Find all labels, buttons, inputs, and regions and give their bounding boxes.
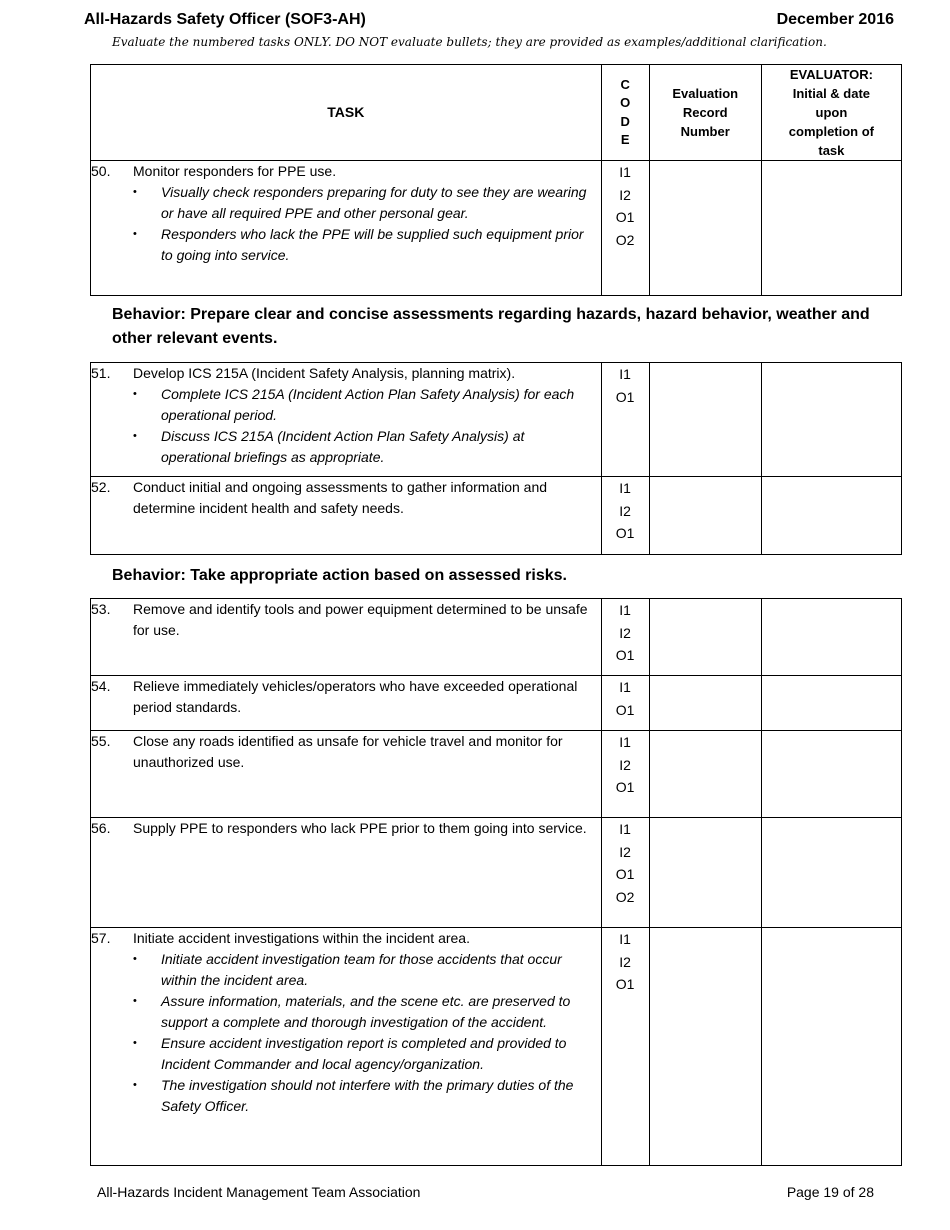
evaluation-record-cell[interactable]: [649, 477, 761, 555]
document-title: All-Hazards Safety Officer (SOF3-AH): [84, 11, 366, 28]
task-codes: I1 I2 O1: [601, 477, 649, 555]
table-header-row: [91, 65, 902, 161]
evaluator-initial-cell[interactable]: [761, 477, 901, 555]
task-bullet: • The investigation should not interfere with the primary duties of the Safety Officer.: [161, 1075, 601, 1117]
footer-organization: All-Hazards Incident Management Team Association: [97, 1184, 421, 1200]
task-codes: I1 I2 O1: [601, 599, 649, 676]
task-codes: I1 O1: [601, 676, 649, 731]
evaluator-initial-cell[interactable]: [761, 363, 901, 477]
task-row-57: [91, 928, 902, 1166]
task-number: 55.: [91, 733, 111, 749]
task-codes: I1 I2 O1: [601, 928, 649, 1166]
task-bullet: • Initiate accident investigation team for those accidents that occur within the incident area.: [161, 949, 601, 991]
behavior-heading: Behavior: Prepare clear and concise assessments regarding hazards, hazard behavior, weather and other relevant events.: [112, 306, 870, 347]
task-row-52: [91, 477, 902, 555]
evaluation-record-cell[interactable]: [649, 363, 761, 477]
evaluation-record-cell[interactable]: [649, 731, 761, 818]
task-text: Monitor responders for PPE use.: [133, 163, 337, 179]
task-column-header: TASK: [91, 65, 602, 161]
task-number: 52.: [91, 479, 111, 495]
task-bullet: • Responders who lack the PPE will be supplied such equipment prior to going into service.: [161, 224, 601, 266]
task-codes: I1 I2 O1 O2: [601, 818, 649, 928]
evaluation-record-cell[interactable]: [649, 599, 761, 676]
task-text: Remove and identify tools and power equipment determined to be unsafe for use.: [133, 601, 588, 638]
task-text: Conduct initial and ongoing assessments to gather information and determine incident health and safety needs.: [133, 479, 548, 516]
evaluation-instruction: Evaluate the numbered tasks ONLY. DO NOT evaluate bullets; they are provided as examples/additional clarification.: [112, 35, 827, 49]
task-number: 53.: [91, 601, 111, 617]
task-bullet: • Ensure accident investigation report is completed and provided to Incident Commander and local agency/organization.: [161, 1033, 601, 1075]
evaluator-initial-cell[interactable]: [761, 928, 901, 1166]
task-codes: I1 O1: [601, 363, 649, 477]
task-row-56: [91, 818, 902, 928]
evaluation-record-cell[interactable]: [649, 928, 761, 1166]
task-number: 56.: [91, 820, 111, 836]
evaluation-record-cell[interactable]: [649, 676, 761, 731]
evaluator-initial-cell[interactable]: [761, 161, 901, 296]
task-bullet: • Discuss ICS 215A (Incident Action Plan Safety Analysis) at operational briefings as appropriate.: [161, 426, 601, 468]
task-bullet: • Complete ICS 215A (Incident Action Plan Safety Analysis) for each operational period.: [161, 384, 601, 426]
task-number: 51.: [91, 365, 111, 381]
task-table-2: [90, 362, 902, 555]
behavior-heading: Behavior: Take appropriate action based on assessed risks.: [112, 567, 567, 584]
task-row-51: [91, 363, 902, 477]
task-text: Supply PPE to responders who lack PPE prior to them going into service.: [133, 820, 587, 836]
task-row-53: [91, 599, 902, 676]
record-column-header: Evaluation Record Number: [649, 65, 761, 161]
task-codes: I1 I2 O1: [601, 731, 649, 818]
evaluator-initial-cell[interactable]: [761, 731, 901, 818]
task-bullet: • Visually check responders preparing for duty to see they are wearing or have all required PPE and other personal gear.: [161, 182, 601, 224]
evaluation-record-cell[interactable]: [649, 818, 761, 928]
task-row-50: [91, 161, 902, 296]
task-table-1: [90, 64, 902, 296]
footer-page-number: Page 19 of 28: [786, 1184, 874, 1200]
task-codes: I1 I2 O1 O2: [601, 161, 649, 296]
task-table-3: [90, 598, 902, 1166]
task-number: 57.: [91, 930, 111, 946]
code-column-header: C O D E: [601, 65, 649, 161]
task-bullet: • Assure information, materials, and the scene etc. are preserved to support a complete and thorough investigation of the accident.: [161, 991, 601, 1033]
evaluator-column-header: EVALUATOR: Initial & date upon completion of task: [761, 65, 901, 161]
task-text: Develop ICS 215A (Incident Safety Analysis, planning matrix).: [133, 365, 516, 381]
evaluator-initial-cell[interactable]: [761, 818, 901, 928]
evaluation-record-cell[interactable]: [649, 161, 761, 296]
task-number: 54.: [91, 678, 111, 694]
task-text: Close any roads identified as unsafe for vehicle travel and monitor for unauthorized use.: [133, 733, 563, 770]
task-row-54: [91, 676, 902, 731]
document-date: December 2016: [776, 11, 894, 28]
task-text: Relieve immediately vehicles/operators who have exceeded operational period standards.: [133, 678, 578, 715]
evaluator-initial-cell[interactable]: [761, 599, 901, 676]
task-row-55: [91, 731, 902, 818]
task-number: 50.: [91, 163, 111, 179]
task-text: Initiate accident investigations within the incident area.: [133, 930, 470, 946]
evaluator-initial-cell[interactable]: [761, 676, 901, 731]
